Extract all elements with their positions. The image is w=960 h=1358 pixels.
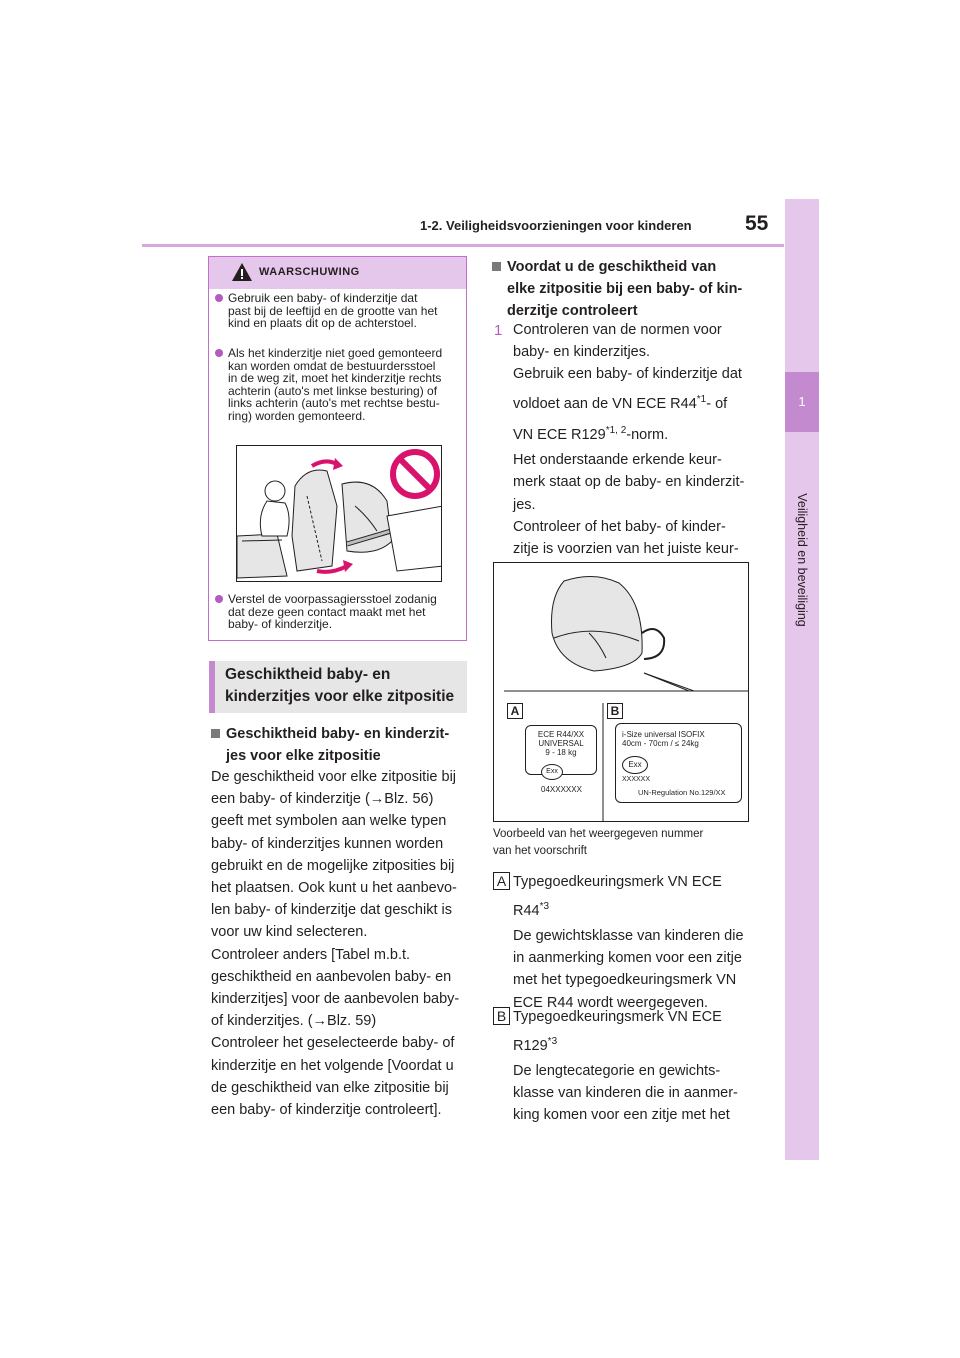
def-b-text [513,1006,768,1127]
right-subheading-line2: elke zitpositie bij een baby- of kin- [507,281,743,297]
warning-item-2 [215,347,460,422]
body-line: kinderzitjes] voor de aanbevolen baby- [211,991,460,1008]
isize-line: i-Size universal ISOFIX [622,730,705,739]
def-line: De lengtecategorie en gewichts- [513,1063,721,1080]
side-tab [785,199,819,1160]
section-heading [209,661,467,713]
ece-text: UNIVERSAL [538,739,584,748]
right-subheading [492,256,762,322]
step-line [513,417,768,449]
def-line: Typegoedkeuringsmerk VN ECE [513,1009,722,1025]
warning-item-text: Gebruik een baby- of kinderzitje dat past bij de leeftijd en de grootte van het kind en plaats dit op de achterstoel. [228,291,438,330]
def-b-marker: B [493,1007,510,1025]
left-subheading [211,723,471,767]
warning-item-3 [215,593,460,631]
figure-caption [493,826,763,860]
right-subheading-line3: derzitje controleert [507,303,638,319]
step-line: jes. [513,496,536,513]
warning-item-text: Als het kinderzitje niet goed gemonteerd kan worden omdat de bestuurdersstoel in de weg zit, moet het kinderzitje rechts achterin (auto's met linkse besturing) of links achterin (auto's met rechtse bestu- ring) worden gemonteerd. [228,346,443,423]
isize-code: XXXXXX [622,776,651,783]
warning-title: WAARSCHUWING [259,266,360,278]
step-number: 1 [494,322,503,339]
chapter-tab [785,372,819,432]
isize-regulation: UN-Regulation No.129/XX [638,788,726,797]
footnote-ref: *1 [696,393,707,405]
isize-label [615,723,742,803]
bullet-icon [215,349,223,357]
step-line: baby- en kinderzitjes. [513,344,651,361]
isize-text [622,730,705,748]
body-line: een baby- of kinderzitje controleert]. [211,1102,442,1119]
section-title: 1-2. Veiligheidsvoorzieningen voor kinderen [420,218,692,233]
ece-text: 9 - 18 kg [545,748,577,757]
ece-code: 04XXXXXX [541,785,582,794]
ece-mark: Exx [541,764,563,780]
left-body-text [211,766,476,1121]
footnote-ref: *3 [547,1036,558,1048]
step-line: Controleren van de normen voor [513,322,722,338]
warning-item-1 [215,292,460,330]
caption-line: Voorbeeld van het weergegeven nummer [493,828,704,840]
left-subheading-line1: Geschiktheid baby- en kinderzit- [226,726,450,742]
ece-text: XX [573,730,585,739]
warning-triangle-icon [231,262,253,282]
def-line: king komen voor een zitje met het [513,1107,730,1124]
step-text [513,319,768,582]
body-line: geschiktheid en aanbevolen baby- en [211,968,452,985]
def-line [513,1028,768,1060]
def-line: De gewichtsklasse van kinderen die [513,928,744,945]
step-text-part: - of [706,395,728,412]
chapter-number: 1 [798,394,806,409]
body-line: Controleer het geselecteerde baby- of [211,1035,455,1052]
def-text-part: R44 [513,903,540,920]
page-number: 55 [745,212,769,235]
step-line: Gebruik een baby- of kinderzitje dat [513,366,742,383]
def-line: in aanmerking komen voor een zitje [513,950,742,967]
body-line: baby- of kinderzitjes kunnen worden [211,835,444,852]
body-line: geeft met symbolen aan welke typen [211,813,447,830]
body-line: een baby- of kinderzitje (→Blz. 56) [211,791,434,808]
square-bullet-icon [492,262,501,271]
label-a-marker: A [507,703,523,719]
seat-contact-drawing [237,446,442,582]
square-bullet-icon [211,729,220,738]
def-a-text [513,871,768,1014]
step-text-part: VN ECE R129 [513,427,606,444]
seat-warning-illustration [236,445,442,582]
body-line: het plaatsen. Ook kunt u het aanbevo- [211,880,457,897]
left-subheading-line2: jes voor elke zitpositie [226,748,381,764]
footnote-ref: *1, 2 [605,425,627,437]
caption-line: van het voorschrift [493,845,587,857]
step-line: Controleer of het baby- of kinder- [513,518,726,535]
footnote-ref: *3 [539,901,550,913]
body-line: kinderzitje en het volgende [Voordat u [211,1057,454,1074]
section-heading-line2: kinderzitjes voor elke zitpositie [225,688,455,705]
step-line: zitje is voorzien van het juiste keur- [513,541,739,558]
body-line: voor uw kind selecteren. [211,924,368,941]
section-heading-line1: Geschiktheid baby- en [225,666,391,683]
body-line: De geschiktheid voor elke zitpositie bij [211,769,457,785]
ece-text: ECE R44/ [537,730,574,739]
def-line [513,893,768,925]
def-a-marker: A [493,872,510,890]
header-rule [142,244,784,247]
def-line: met het typegoedkeuringsmerk VN [513,972,737,989]
step-line: Het onderstaande erkende keur- [513,452,722,469]
body-line: Controleer anders [Tabel m.b.t. [211,946,411,963]
label-b-marker: B [607,703,623,719]
step-text-part: voldoet aan de VN ECE R44 [513,395,697,412]
bullet-icon [215,294,223,302]
body-line: de geschiktheid van elke zitpositie bij [211,1079,449,1096]
def-line: Typegoedkeuringsmerk VN ECE [513,874,722,890]
bullet-icon [215,595,223,603]
body-line: of kinderzitjes. (→Blz. 59) [211,1013,377,1030]
def-line: klasse van kinderen die in aanmer- [513,1085,738,1102]
step-line [513,386,768,418]
body-line: len baby- of kinderzitje dat geschikt is [211,902,452,919]
step-line: merk staat op de baby- en kinderzit- [513,474,745,491]
chapter-title: Veiligheid en beveiliging [795,493,809,627]
isize-line: 40cm - 70cm / ≤ 24kg [622,739,699,748]
warning-item-text: Verstel de voorpassagiersstoel zodanig dat deze geen contact maakt met het baby- of kinderzitje. [228,592,437,631]
isize-mark: Exx [622,756,648,774]
right-subheading-line1: Voordat u de geschiktheid van [507,259,717,275]
body-line: gebruikt en de mogelijke zitposities bij [211,857,455,874]
def-line: ECE R44 wordt weergegeven. [513,994,709,1011]
warning-header [209,257,466,289]
step-text-part: -norm. [626,427,669,444]
def-text-part: R129 [513,1038,548,1055]
